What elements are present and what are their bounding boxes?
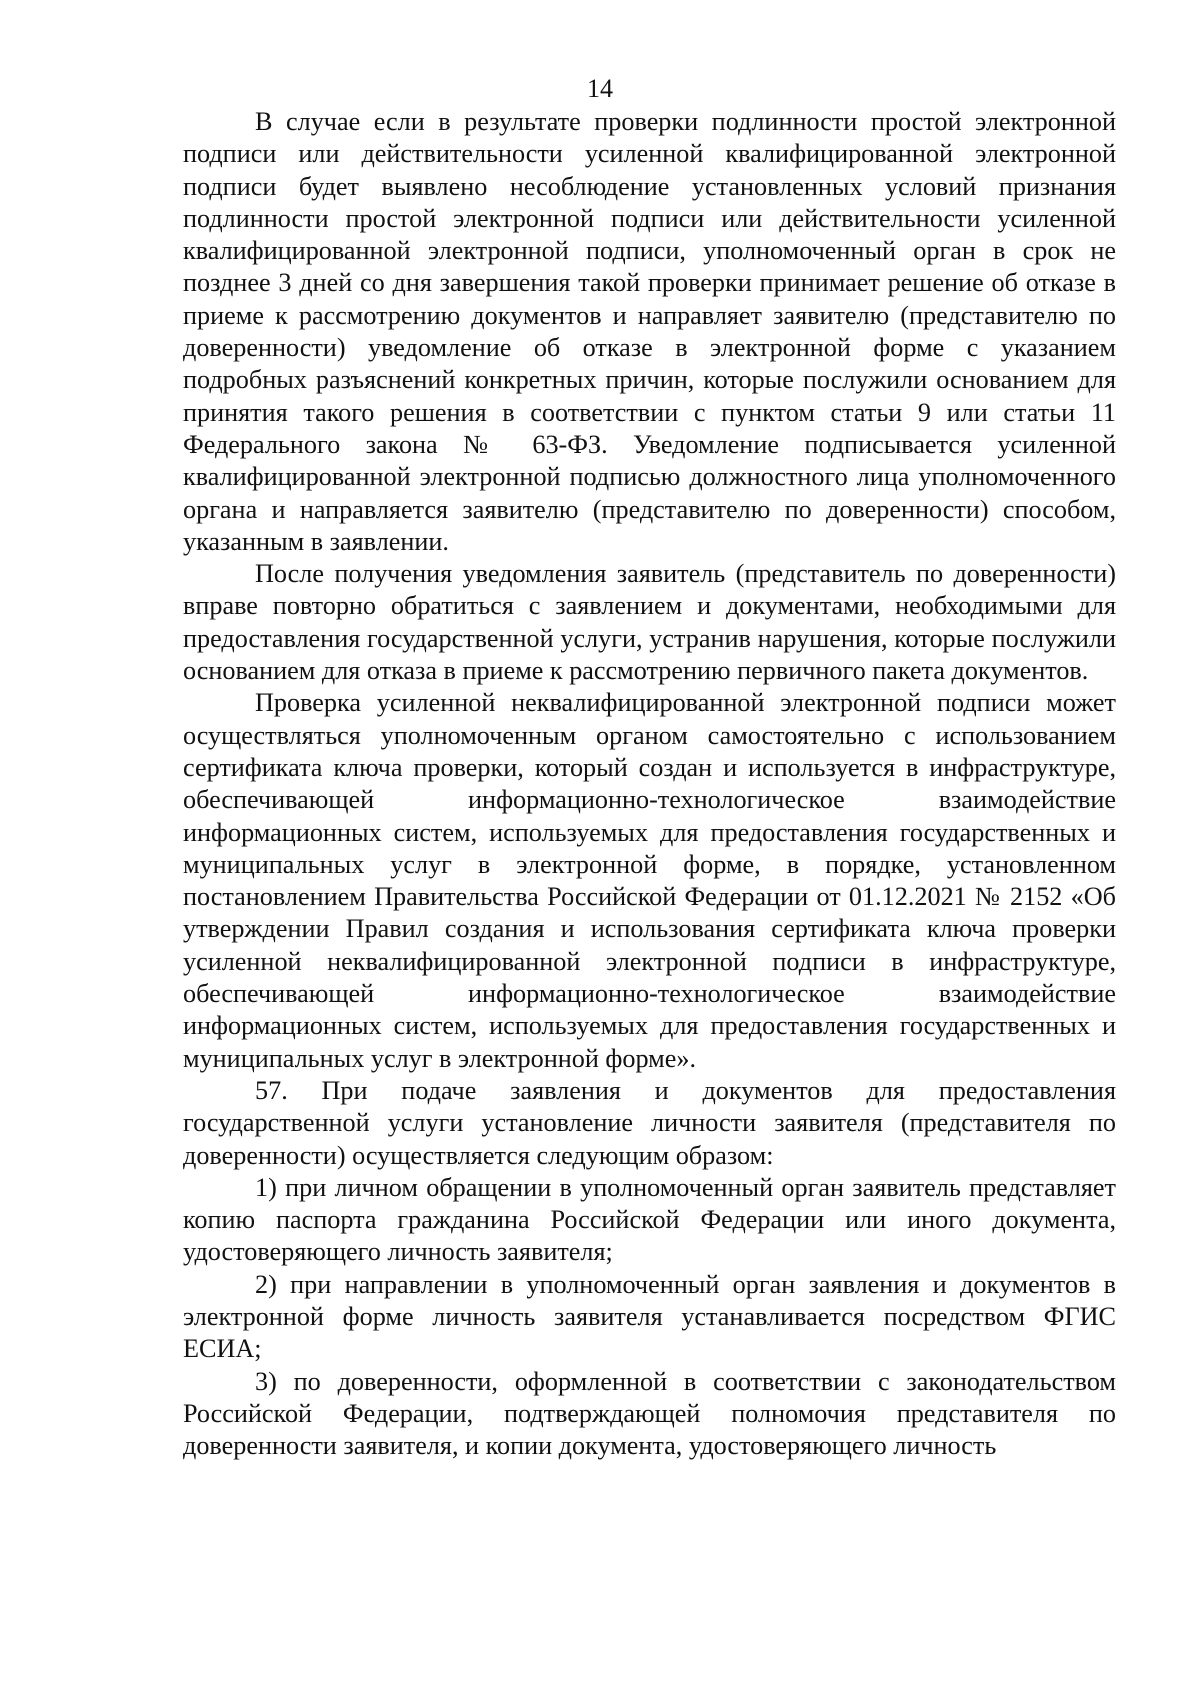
list-item-electronic-form: 2) при направлении в уполномоченный орган заявления и документов в электронной форме личность заявителя устанавливается посредством ФГИС ЕСИА; <box>183 1269 1116 1364</box>
list-item-personal-visit: 1) при личном обращении в уполномоченный орган заявитель представляет копию паспорта гражданина Российской Федерации или иного документа, удостоверяющего личность заявителя; <box>183 1172 1116 1267</box>
document-body <box>183 106 1116 1462</box>
paragraph-57-identity-establishment: 57. При подаче заявления и документов для предоставления государственной услуги установление личности заявителя (представителя по доверенности) осуществляется следующим образом: <box>183 1075 1116 1170</box>
page-number: 14 <box>587 74 613 103</box>
list-item-power-of-attorney: 3) по доверенности, оформленной в соответствии с законодательством Российской Федерации, подтверждающей полномочия представителя по доверенности заявителя, и копии документа, удостоверяющего личность <box>183 1366 1116 1461</box>
paragraph-unqualified-signature-check: Проверка усиленной неквалифицированной электронной подписи может осуществляться уполномоченным органом самостоятельно с использованием сертификата ключа проверки, который создан и используется в инфраструктуре, обеспечивающей информационно-технологическое взаимодействие информационных систем, используемых для предоставления государственных и муниципальных услуг в электронной форме, в порядке, установленном постановлением Правительства Российской Федерации от 01.12.2021 № 2152 «Об утверждении Правил создания и использования сертификата ключа проверки усиленной неквалифицированной электронной подписи в инфраструктуре, обеспечивающей информационно-технологическое взаимодействие информационных систем, используемых для предоставления государственных и муниципальных услуг в электронной форме». <box>183 688 1116 1073</box>
paragraph-signature-check-refusal: В случае если в результате проверки подлинности простой электронной подписи или действительности усиленной квалифицированной электронной подписи будет выявлено несоблюдение установленных условий признания подлинности простой электронной подписи или действительности усиленной квалифицированной электронной подписи, уполномоченный орган в срок не позднее 3 дней со дня завершения такой проверки принимает решение об отказе в приеме к рассмотрению документов и направляет заявителю (представителю по доверенности) уведомление об отказе в электронной форме с указанием подробных разъяснений конкретных причин, которые послужили основанием для принятия такого решения в соответствии с пунктом статьи 9 или статьи 11 Федерального закона № 63-ФЗ. Уведомление подписывается усиленной квалифицированной электронной подписью должностного лица уполномоченного органа и направляется заявителю (представителю по доверенности) способом, указанным в заявлении. <box>183 107 1116 556</box>
paragraph-repeat-application: После получения уведомления заявитель (представитель по доверенности) вправе повторно обратиться с заявлением и документами, необходимыми для предоставления государственной услуги, устранив нарушения, которые послужили основанием для отказа в приеме к рассмотрению первичного пакета документов. <box>183 559 1116 686</box>
